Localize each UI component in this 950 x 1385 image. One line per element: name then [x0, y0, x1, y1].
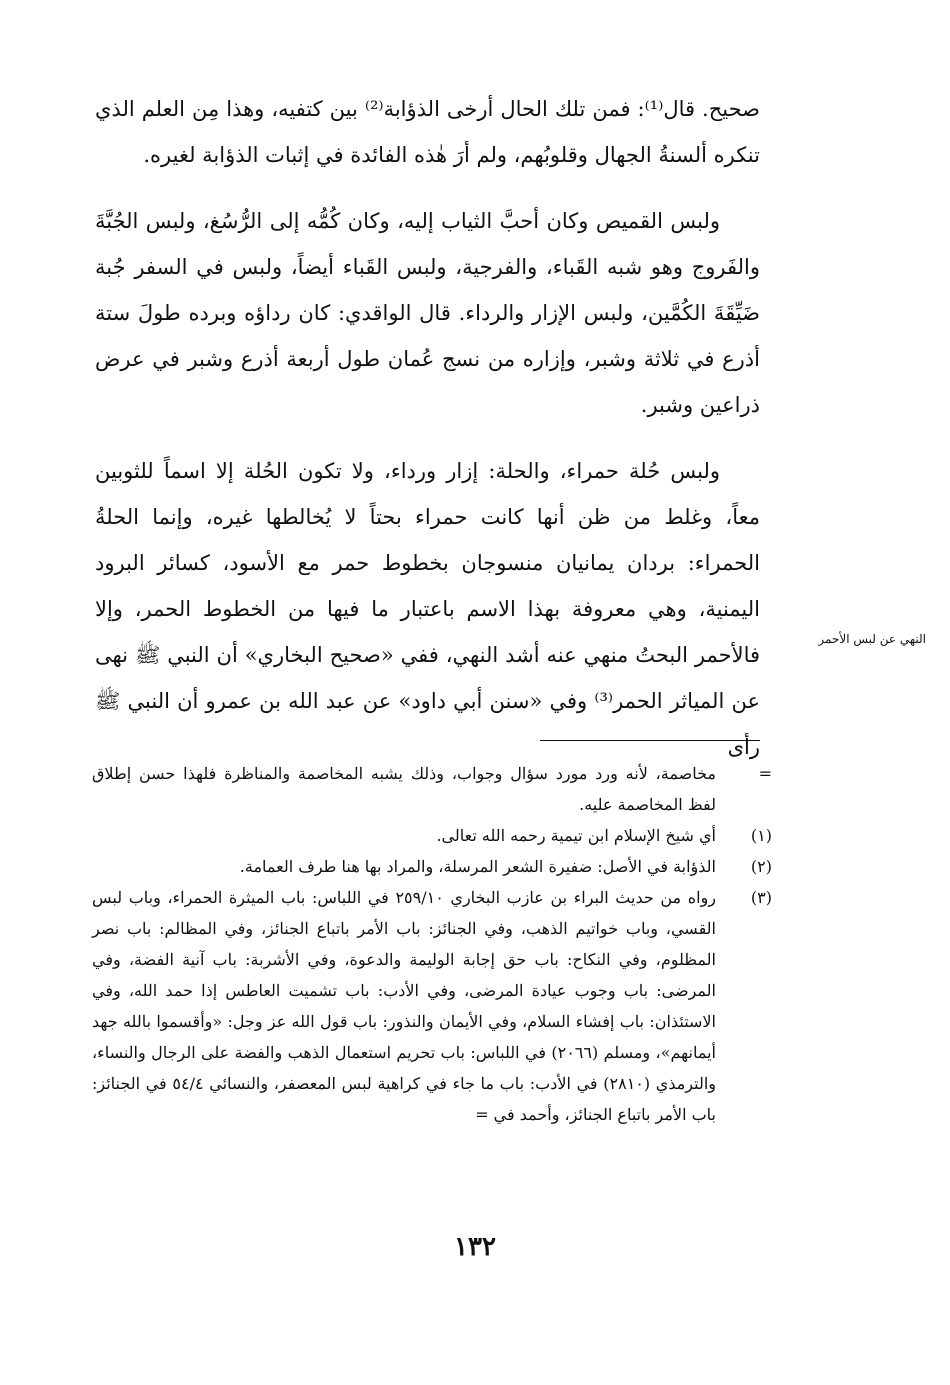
footnote-2 — [92, 851, 772, 882]
page-number: ١٣٢ — [454, 1232, 496, 1262]
footnote-text: الذؤابة في الأصل: ضفيرة الشعر المرسلة، والمراد بها هنا طرف العمامة. — [239, 857, 716, 876]
margin-note: النهي عن لبس الأحمر — [818, 632, 926, 646]
footnote-mark: (٢) — [750, 857, 772, 876]
footnote-text: مخاصمة، لأنه ورد مورد سؤال وجواب، وذلك يشبه المخاصمة والمناظرة فلهذا حسن إطلاق لفظ المخاصمة عليه. — [92, 764, 716, 814]
footnote-text: أي شيخ الإسلام ابن تيمية رحمه الله تعالى. — [436, 826, 716, 845]
paragraph-2: ولبس القميص وكان أحبَّ الثياب إليه، وكان كُمُّه إلى الرُّسُغ، ولبس الجُبَّةَ والفَروج وهو شبه القَباء، والفرجية، ولبس القَباء أيضاً، ولبس في السفر جُبة ضَيِّقَةَ الكُمَّين، ولبس الإزار والرداء. قال الواقدي: كان رداؤه وبرده طولَ ستة أذرع في ثلاثة وشبر، وإزاره من نسج عُمان طول أربعة أذرع وشبر في عرض ذراعين وشبر. — [95, 209, 760, 417]
footnote-mark: (٣) — [750, 888, 772, 907]
footnote-divider — [540, 740, 760, 741]
paragraph-3: ولبس حُلة حمراء، والحلة: إزار ورداء، ولا تكون الحُلة إلا اسماً للثوبين معاً، وغلط من ظن أنها كانت حمراء بحتاً لا يُخالطها غيره، وإنما الحلةُ الحمراء: بردان يمانيان منسوجان بخطوط حمر مع الأسود، كسائر البرود اليمنية، وهي معروفة بهذا الاسم باعتبار ما فيها من الخطوط الحمر، وإلا فالأحمر البحتُ منهي عنه أشد النهي، ففي «صحيح البخاري» أن النبي ﷺ نهى عن المياثر الحمر⁽³⁾ وفي «سنن أبي داود» عن عبد الله بن عمرو أن النبي ﷺ رأى — [95, 459, 760, 759]
footnote-text: رواه من حديث البراء بن عازب البخاري ٢٥٩/١٠ في اللباس: باب الميثرة الحمراء، وباب لبس القسي، وباب خواتيم الذهب، وفي الجنائز: باب الأمر باتباع الجنائز، وفي المظالم: باب نصر المظلوم، وفي النكاح: باب حق إجابة الوليمة والدعوة، وفي الأشربة: باب آنية الفضة، وفي المرضى: باب وجوب عيادة المرضى، وفي الأدب: باب تشميت العاطس إذا حمد الله، وفي الاستئذان: باب إفشاء السلام، وفي الأيمان والنذور: باب قول الله عز وجل: «وأقسموا بالله جهد أيمانهم»، ومسلم (٢٠٦٦) في اللباس: باب تحريم استعمال الذهب والفضة على الرجال والنساء، والترمذي (٢٨١٠) في الأدب: باب ما جاء في كراهية لبس المعصفر، والنسائي ٥٤/٤ في الجنائز: باب الأمر باتباع الجنائز، وأحمد في = — [92, 888, 716, 1124]
footnote-3 — [92, 882, 772, 1130]
footnote-mark: = — [758, 764, 772, 783]
paragraph-1: صحيح. قال⁽¹⁾: فمن تلك الحال أرخى الذؤابة⁽²⁾ بين كتفيه، وهذا مِن العلم الذي تنكره ألسنةُ الجهال وقلوبُهم، ولم أرَ هٰذه الفائدة في إثبات الذؤابة لغيره. — [95, 97, 761, 167]
footnote-mark: (١) — [750, 826, 772, 845]
footnote-continued — [92, 758, 772, 820]
main-text — [95, 86, 760, 770]
footnotes — [92, 758, 772, 1130]
footnote-1 — [92, 820, 772, 851]
